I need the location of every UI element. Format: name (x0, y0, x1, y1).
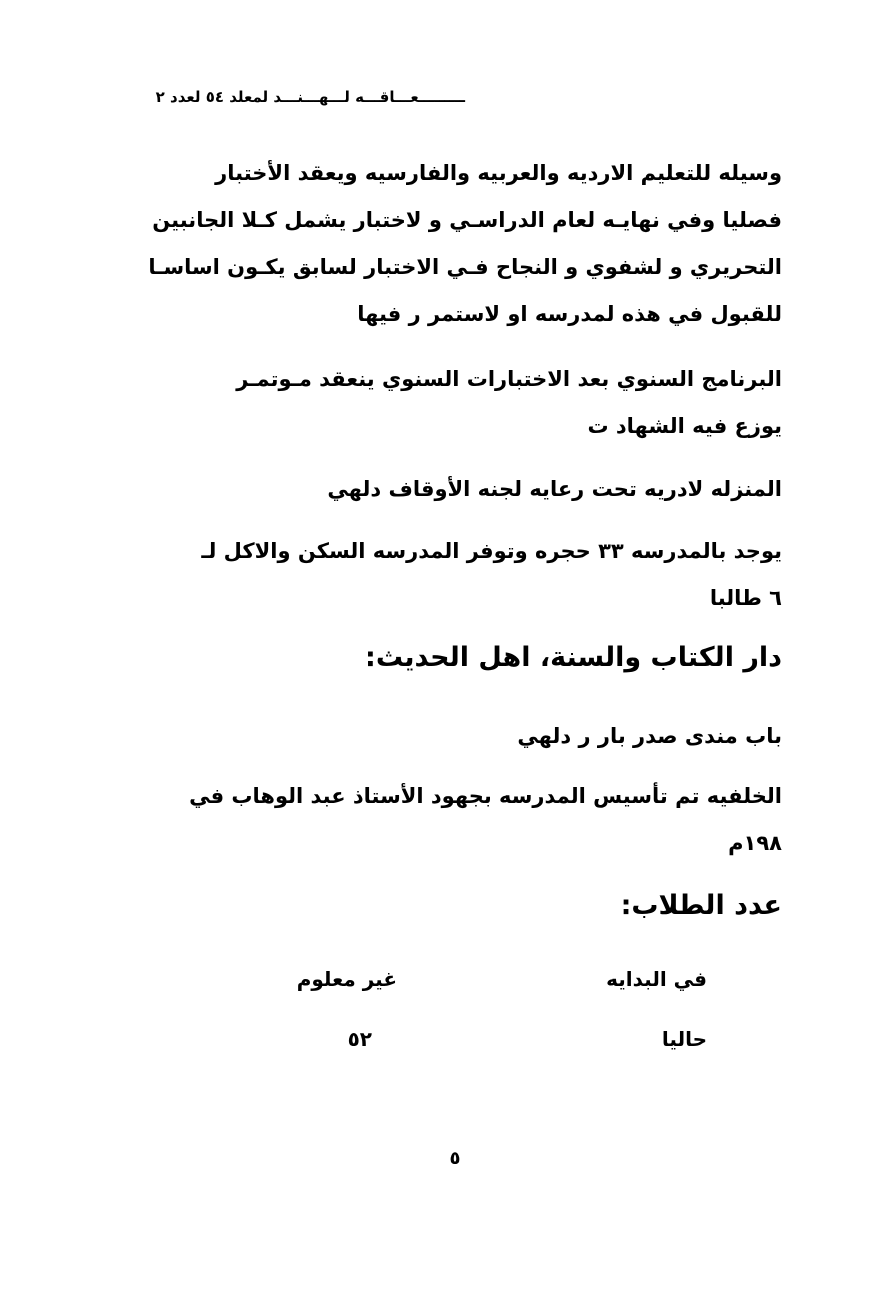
students-label-current: حاليا (661, 1027, 707, 1051)
students-value-current: ٥٢ (347, 1027, 372, 1051)
paragraph-rooms (110, 528, 782, 622)
text-line: يوجد بالمدرسه ٣٣ حجره وتوفر المدرسه السكن والاكل لـ (201, 539, 782, 563)
text-line: ١٩٨م (728, 831, 782, 855)
paragraph-exam (110, 150, 782, 338)
section-heading: دار الكتاب والسنة، اهل الحديث: (365, 642, 782, 673)
text-line: فصليا وفي نهايـه لعام الدراسـي و لاختبار يشمل كـلا الجانبين (152, 208, 782, 232)
text-line: للقبول في هذه لمدرسه او لاستمر ر فيها (357, 302, 782, 326)
text-line: المنزله لادريه تحت رعايه لجنه الأوقاف دلهي (327, 477, 782, 501)
text-line: باب مندى صدر بار ر دلهي (517, 724, 782, 748)
students-label-start: في البدايه (606, 967, 707, 991)
students-value-start: غير معلوم (296, 967, 397, 991)
paragraph-administration (110, 466, 782, 513)
text-line: ٦ طالبا (709, 586, 782, 610)
text-line: البرنامج السنوي بعد الاختبارات السنوي ينعقد مـوتمـر (236, 367, 782, 391)
text-line: التحريري و لشفوي و النجاح فـي الاختبار لسابق يكـون اساسـا (148, 255, 782, 279)
text-line: وسيله للتعليم الارديه والعربيه والفارسيه ويعقد الأختبار (215, 161, 782, 185)
text-line: يوزع فيه الشهاد ت (587, 414, 782, 438)
paragraph-founding (110, 773, 782, 867)
students-heading: عدد الطلاب: (620, 890, 782, 921)
running-header: ـــــــــعـــاقـــه لـــهـــنـــد لمعلد ٥٤ لعدد ٢ (155, 88, 465, 106)
paragraph-annual-program (110, 356, 782, 450)
address-line (110, 713, 782, 760)
page-number: ٥ (449, 1148, 461, 1169)
text-line: الخلفيه تم تأسيس المدرسه بجهود الأستاذ عبد الوهاب في (189, 784, 782, 808)
